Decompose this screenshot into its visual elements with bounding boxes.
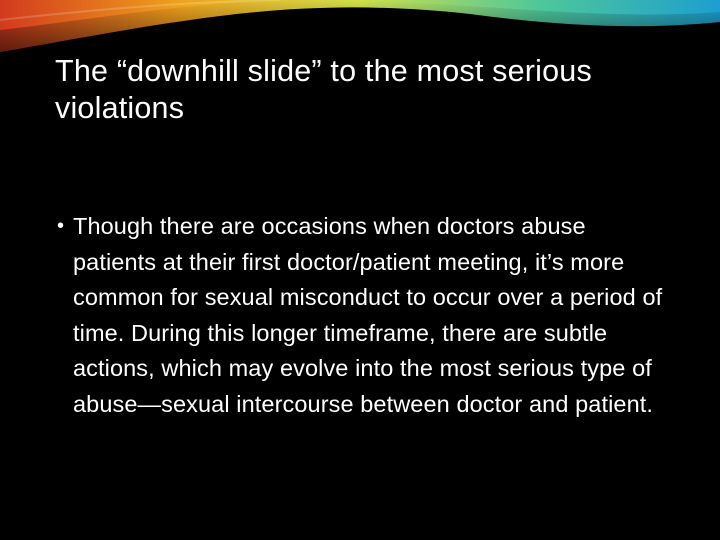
bullet-item [55,209,675,422]
bullet-text: Though there are occasions when doctors abuse patients at their first doctor/patient meeting, it’s more common for sexual misconduct to occur over a period of time. During this longer timeframe, there are subtle actions, which may evolve into the most serious type of abuse—sexual intercourse between doctor and patient. [73,213,663,417]
bullet-icon: • [57,215,65,237]
slide-title: The “downhill slide” to the most serious violations [55,54,592,125]
bullet-list [55,209,675,422]
decorative-gradient-banner [0,0,720,60]
